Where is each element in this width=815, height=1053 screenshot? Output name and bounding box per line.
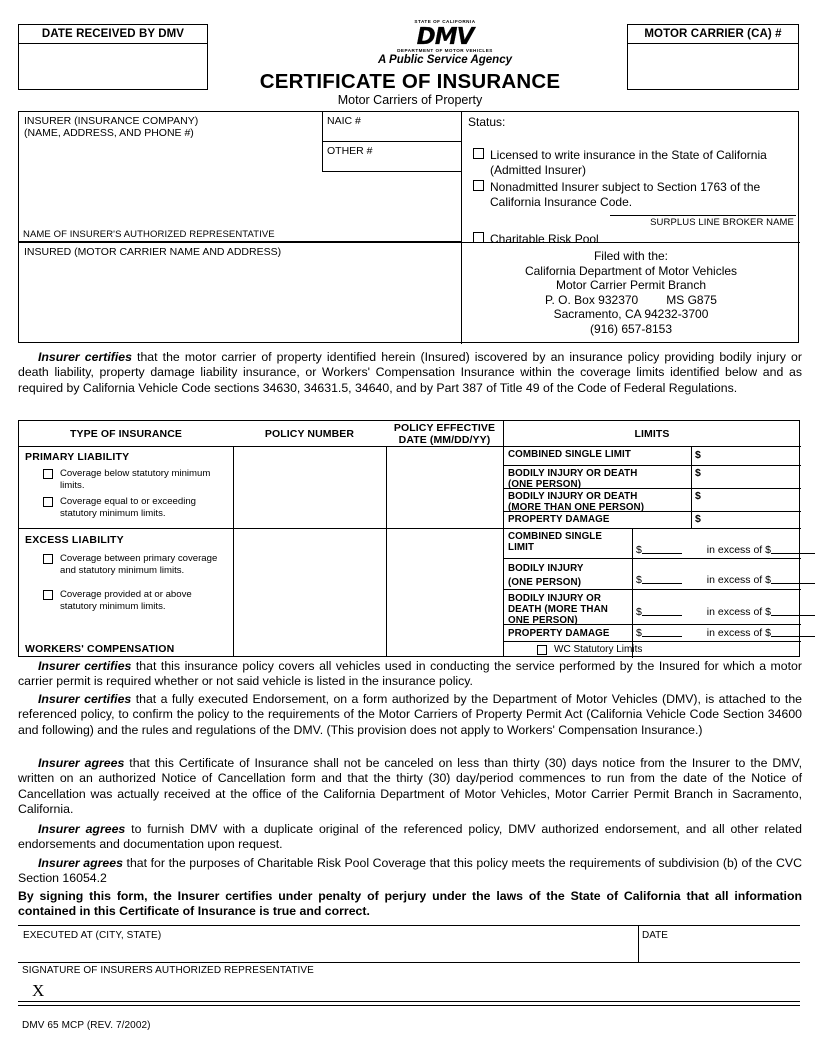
checkbox-coverage-equal-exceeding-icon[interactable]: [43, 497, 53, 507]
status-option-licensed-continuation: (Admitted Insurer): [490, 163, 587, 177]
checkbox-coverage-at-or-above-icon[interactable]: [43, 590, 53, 600]
agreement-paragraph-3: [18, 856, 802, 887]
form-number: DMV 65 MCP (REV. 7/2002): [22, 1020, 151, 1031]
certification-paragraph-1: [18, 350, 802, 396]
p2-lead: Insurer certifies: [38, 659, 132, 673]
excess-checkbox-at-or-above-label: Coverage provided at or above statutory minimum limits.: [60, 589, 192, 612]
status-option-nonadmitted-label: Nonadmitted Insurer subject to Section 1763 of the: [490, 180, 761, 194]
date-received-label: DATE RECEIVED BY DMV: [19, 25, 207, 44]
status-option-charitable-label: Charitable Risk Pool: [490, 232, 599, 246]
executed-at-block: [18, 925, 800, 963]
primary-limit-0-currency: $: [695, 449, 701, 461]
excess-limit-3-l1: PROPERTY DAMAGE: [508, 628, 610, 639]
motor-carrier-ca-number-box: [627, 24, 799, 90]
th-policy-effective-date: [386, 422, 503, 446]
dmv-wordmark-icon: DMV: [416, 23, 474, 50]
motor-carrier-label: MOTOR CARRIER (CA) #: [628, 25, 798, 44]
primary-policy-date-input[interactable]: [387, 447, 502, 523]
excess-limit-0-currency: $: [636, 544, 642, 556]
authorized-rep-label: NAME OF INSURER'S AUTHORIZED REPRESENTATIVE: [23, 229, 275, 240]
excess-limit-rule-3: [503, 641, 801, 642]
checkbox-licensed-icon[interactable]: [473, 148, 484, 159]
p6-body: that for the purposes of Charitable Risk Pool Coverage that this policy meets the requirements of subdivision (b) of the CVC Section 16054.2: [18, 856, 802, 886]
p4-body: that this Certificate of Insurance shall not be canceled on less than thirty (30) days notice from the Insurer to the DMV, written on an authorized Notice of Cancellation form and that the thirty (30) day/period commences to run from the date of the Notice of Cancellation was actually received at the office of the California Department of Motor Vehicles, Motor Carrier Permit Branch in Sacramento, California.: [18, 756, 802, 816]
th-policy-effective-date-l1: POLICY EFFECTIVE: [393, 422, 496, 434]
th-policy-effective-date-l2: DATE (MM/DD/YY): [398, 434, 491, 446]
excess-limit-3-amount-input[interactable]: [642, 626, 682, 637]
agreement-paragraph-1: [18, 756, 802, 817]
excess-limit-1-excess-text: in excess of $: [706, 574, 771, 586]
checkbox-coverage-below-minimum-icon[interactable]: [43, 469, 53, 479]
motor-carrier-input-area[interactable]: [628, 44, 798, 90]
excess-limit-label-1: [504, 560, 634, 590]
primary-limit-2-l2: (MORE THAN ONE PERSON): [508, 502, 645, 513]
primary-limit-3-l1: PROPERTY DAMAGE: [508, 514, 610, 525]
excess-limit-0-amount-input[interactable]: [642, 543, 682, 554]
insured-input-area[interactable]: [19, 258, 461, 338]
status-title: Status:: [468, 115, 506, 129]
excess-limit-3-excess-input[interactable]: [771, 626, 815, 637]
primary-limit-label-2: [504, 489, 694, 513]
primary-checkbox-below-minimum[interactable]: [43, 468, 225, 491]
primary-liability-section: [25, 451, 225, 519]
excess-limit-3-values[interactable]: [636, 626, 815, 639]
authorized-rep-rule: [19, 241, 462, 242]
primary-limit-1-l1: BODILY INJURY OR DEATH: [508, 468, 638, 479]
status-options-list: [473, 148, 795, 210]
filed-with-line5: (916) 657-8153: [589, 321, 673, 336]
excess-limit-rule-1: [503, 589, 801, 590]
excess-limit-0-l1: COMBINED SINGLE: [508, 531, 603, 542]
signature-rule-bottom: [18, 1005, 800, 1006]
excess-limit-3-excess-text: in excess of $: [706, 627, 771, 639]
primary-limit-label-3: [504, 512, 672, 525]
excess-limit-2-l1: BODILY INJURY OR: [508, 593, 602, 604]
checkbox-nonadmitted-icon[interactable]: [473, 180, 484, 191]
insurer-cell: [19, 112, 462, 243]
th-policy-number: POLICY NUMBER: [264, 428, 355, 440]
primary-limit-3-currency: $: [695, 513, 701, 525]
p1-lead: Insurer certifies: [38, 350, 132, 364]
primary-limit-label-0: [504, 447, 672, 460]
excess-limit-1-values[interactable]: [636, 573, 815, 586]
certification-paragraph-3: [18, 692, 802, 738]
filed-with-line2: Motor Carrier Permit Branch: [555, 278, 707, 292]
naic-number-box: [322, 112, 462, 142]
primary-limit-1-l2: (ONE PERSON): [508, 479, 582, 490]
checkbox-coverage-between-primary-icon[interactable]: [43, 554, 53, 564]
status-option-licensed-label: Licensed to write insurance in the State of California: [490, 148, 767, 162]
primary-checkbox-below-minimum-label: Coverage below statutory minimum limits.: [60, 468, 211, 491]
page-title: CERTIFICATE OF INSURANCE: [259, 70, 561, 93]
excess-liability-title: EXCESS LIABILITY: [25, 534, 124, 546]
excess-limit-label-0: [504, 529, 634, 553]
p1-body: that the motor carrier of property identified herein (Insured) iscovered by an insurance policy providing bodily injury or death liability, property damage liability insurance, or Workers' Compensation Insurance within the coverage limits identified below and as required by California Vehicle Code sections 34630, 34631.5, 34640, and by Part 387 of Title 49 of the Code of Federal Regulations.: [18, 350, 802, 395]
date-received-by-dmv-box: [18, 24, 208, 90]
excess-limit-2-excess-text: in excess of $: [706, 606, 771, 618]
excess-limit-3-currency: $: [636, 627, 642, 639]
primary-limit-label-1: [504, 466, 672, 490]
th-type-of-insurance: TYPE OF INSURANCE: [70, 428, 182, 440]
executed-at-input[interactable]: [18, 942, 636, 962]
status-option-licensed[interactable]: [473, 148, 795, 162]
insurer-label-line1: INSURER (INSURANCE COMPANY): [24, 115, 199, 127]
excess-liability-section: [25, 534, 230, 612]
perjury-statement: By signing this form, the Insurer certifies under penalty of perjury under the laws of the State of California that all information contained in this Certificate of Insurance is true and correct.: [18, 889, 802, 919]
dmv-logo: [355, 20, 535, 66]
signature-rule-top: [18, 1001, 800, 1002]
date-input[interactable]: [640, 942, 798, 962]
primary-limit-0-input[interactable]: [709, 447, 799, 463]
excess-limit-1-l2: (ONE PERSON): [508, 577, 582, 588]
excess-checkbox-between-primary-label: Coverage between primary coverage and statutory minimum limits.: [60, 553, 218, 576]
date-column-divider: [638, 926, 639, 962]
logo-tagline: A Public Service Agency: [377, 54, 512, 67]
signature-label: SIGNATURE OF INSURERS AUTHORIZED REPRESENTATIVE: [22, 965, 314, 976]
filed-with-address-block: [462, 243, 800, 344]
executed-at-label: EXECUTED AT (CITY, STATE): [23, 930, 162, 941]
insurer-label-line2: (NAME, ADDRESS, AND PHONE #): [24, 127, 194, 139]
p5-body: to furnish DMV with a duplicate original of the referenced policy, DMV authorized endorsement, and all other related endorsements and documentation upon request.: [18, 822, 802, 852]
excess-limit-0-excess-text: in excess of $: [706, 544, 771, 556]
insured-cell: [19, 243, 462, 344]
logo-state-text: STATE OF CALIFORNIA: [414, 19, 476, 24]
checkbox-wc-statutory-limits-icon[interactable]: [537, 645, 547, 655]
primary-limit-2-l1: BODILY INJURY OR DEATH: [508, 491, 638, 502]
excess-checkbox-at-or-above[interactable]: [43, 589, 230, 612]
excess-limit-2-currency: $: [636, 606, 642, 618]
filed-with-line4: Sacramento, CA 94232-3700: [553, 307, 709, 321]
insurance-limits-table: [18, 420, 800, 657]
surplus-line-broker-label: SURPLUS LINE BROKER NAME: [610, 215, 796, 228]
wc-statutory-limits-label: WC Statutory Limits: [554, 644, 643, 655]
excess-limit-2-excess-input[interactable]: [771, 605, 815, 616]
primary-limit-2-currency: $: [695, 490, 701, 502]
p3-lead: Insurer certifies: [38, 692, 132, 706]
excess-limit-1-excess-input[interactable]: [771, 573, 815, 584]
insurer-information-block: [18, 111, 799, 343]
p3-body: that a fully executed Endorsement, on a form authorized by the Department of Motor Vehicles (DMV), is attached to the referenced policy, to confirm the policy to the requirements of the Motor Carriers of Property Permit Act (California Vehicle Code Section 34600 and following) and the rules and regulations of the DMV. (This provision does not apply to Workers' Compensation Insurance.): [18, 692, 802, 737]
other-label: OTHER #: [327, 145, 373, 157]
filed-with-line1: California Department of Motor Vehicles: [524, 263, 738, 278]
excess-limit-1-currency: $: [636, 574, 642, 586]
excess-limits-value-divider: [632, 528, 633, 658]
filed-with-heading: Filed with the:: [593, 249, 669, 263]
excess-limit-2-l3: ONE PERSON): [508, 615, 578, 626]
primary-limit-2-input[interactable]: [709, 489, 799, 509]
excess-policy-date-input[interactable]: [387, 529, 502, 657]
primary-liability-title: PRIMARY LIABILITY: [25, 451, 130, 463]
primary-policy-number-input[interactable]: [234, 447, 385, 523]
excess-limit-0-l2: LIMIT: [508, 542, 535, 553]
filed-with-line3: [462, 293, 800, 308]
th-limits: LIMITS: [634, 428, 670, 440]
excess-limit-1-amount-input[interactable]: [642, 573, 682, 584]
excess-limit-1-l1: BODILY INJURY: [508, 563, 584, 574]
primary-limit-3-input[interactable]: [709, 512, 799, 528]
excess-limit-2-l2: DEATH (MORE THAN: [508, 604, 608, 615]
excess-limit-rule-2: [503, 624, 801, 625]
excess-limit-label-2: [504, 591, 634, 626]
primary-checkbox-equal-exceeding-label: Coverage equal to or exceeding statutory minimum limits.: [60, 496, 197, 519]
signature-input-area[interactable]: [48, 978, 793, 1000]
page-subtitle: Motor Carriers of Property: [337, 93, 483, 107]
logo-department-text: DEPARTMENT OF MOTOR VEHICLES: [397, 47, 493, 53]
primary-limit-1-input[interactable]: [709, 466, 799, 486]
excess-limit-2-values[interactable]: [636, 605, 815, 618]
p4-lead: Insurer agrees: [38, 756, 125, 770]
p5-lead: Insurer agrees: [38, 822, 126, 836]
p2-body: that this insurance policy covers all vehicles used in conducting the service performed by the Insured for which a motor carrier permit is required whether or not said vehicle is listed in the insurance policy.: [18, 659, 802, 689]
naic-label: NAIC #: [327, 115, 361, 127]
agreement-paragraph-2: [18, 822, 802, 853]
wc-statutory-limits-row[interactable]: [537, 644, 642, 655]
excess-limit-2-amount-input[interactable]: [642, 605, 682, 616]
date-label: DATE: [642, 930, 668, 941]
status-option-nonadmitted-continuation: California Insurance Code.: [490, 195, 633, 209]
excess-limit-0-values[interactable]: [636, 543, 815, 556]
signature-x-marker: X: [32, 981, 45, 1000]
filed-with-pobox: P. O. Box 932370: [545, 292, 639, 307]
status-cell: [462, 112, 800, 246]
status-option-nonadmitted[interactable]: [473, 180, 795, 194]
excess-policy-number-input[interactable]: [234, 529, 385, 657]
workers-compensation-title: WORKERS' COMPENSATION: [25, 643, 175, 655]
date-received-input-area[interactable]: [19, 44, 207, 90]
primary-limit-0-l1: COMBINED SINGLE LIMIT: [508, 449, 631, 460]
excess-checkbox-between-primary[interactable]: [43, 553, 230, 576]
primary-limits-value-divider: [691, 447, 692, 528]
primary-limit-1-currency: $: [695, 467, 701, 479]
excess-limit-0-excess-input[interactable]: [771, 543, 815, 554]
insured-label: INSURED (MOTOR CARRIER NAME AND ADDRESS): [24, 246, 282, 258]
filed-with-mailstop: MS G875: [666, 292, 717, 307]
certification-paragraph-2: [18, 659, 802, 690]
primary-checkbox-equal-exceeding[interactable]: [43, 496, 225, 519]
other-number-box: [322, 142, 462, 172]
p6-lead: Insurer agrees: [38, 856, 123, 870]
excess-limit-label-3: [504, 626, 634, 639]
excess-limit-rule-0: [503, 558, 801, 559]
checkbox-charitable-risk-pool-icon[interactable]: [473, 232, 484, 243]
